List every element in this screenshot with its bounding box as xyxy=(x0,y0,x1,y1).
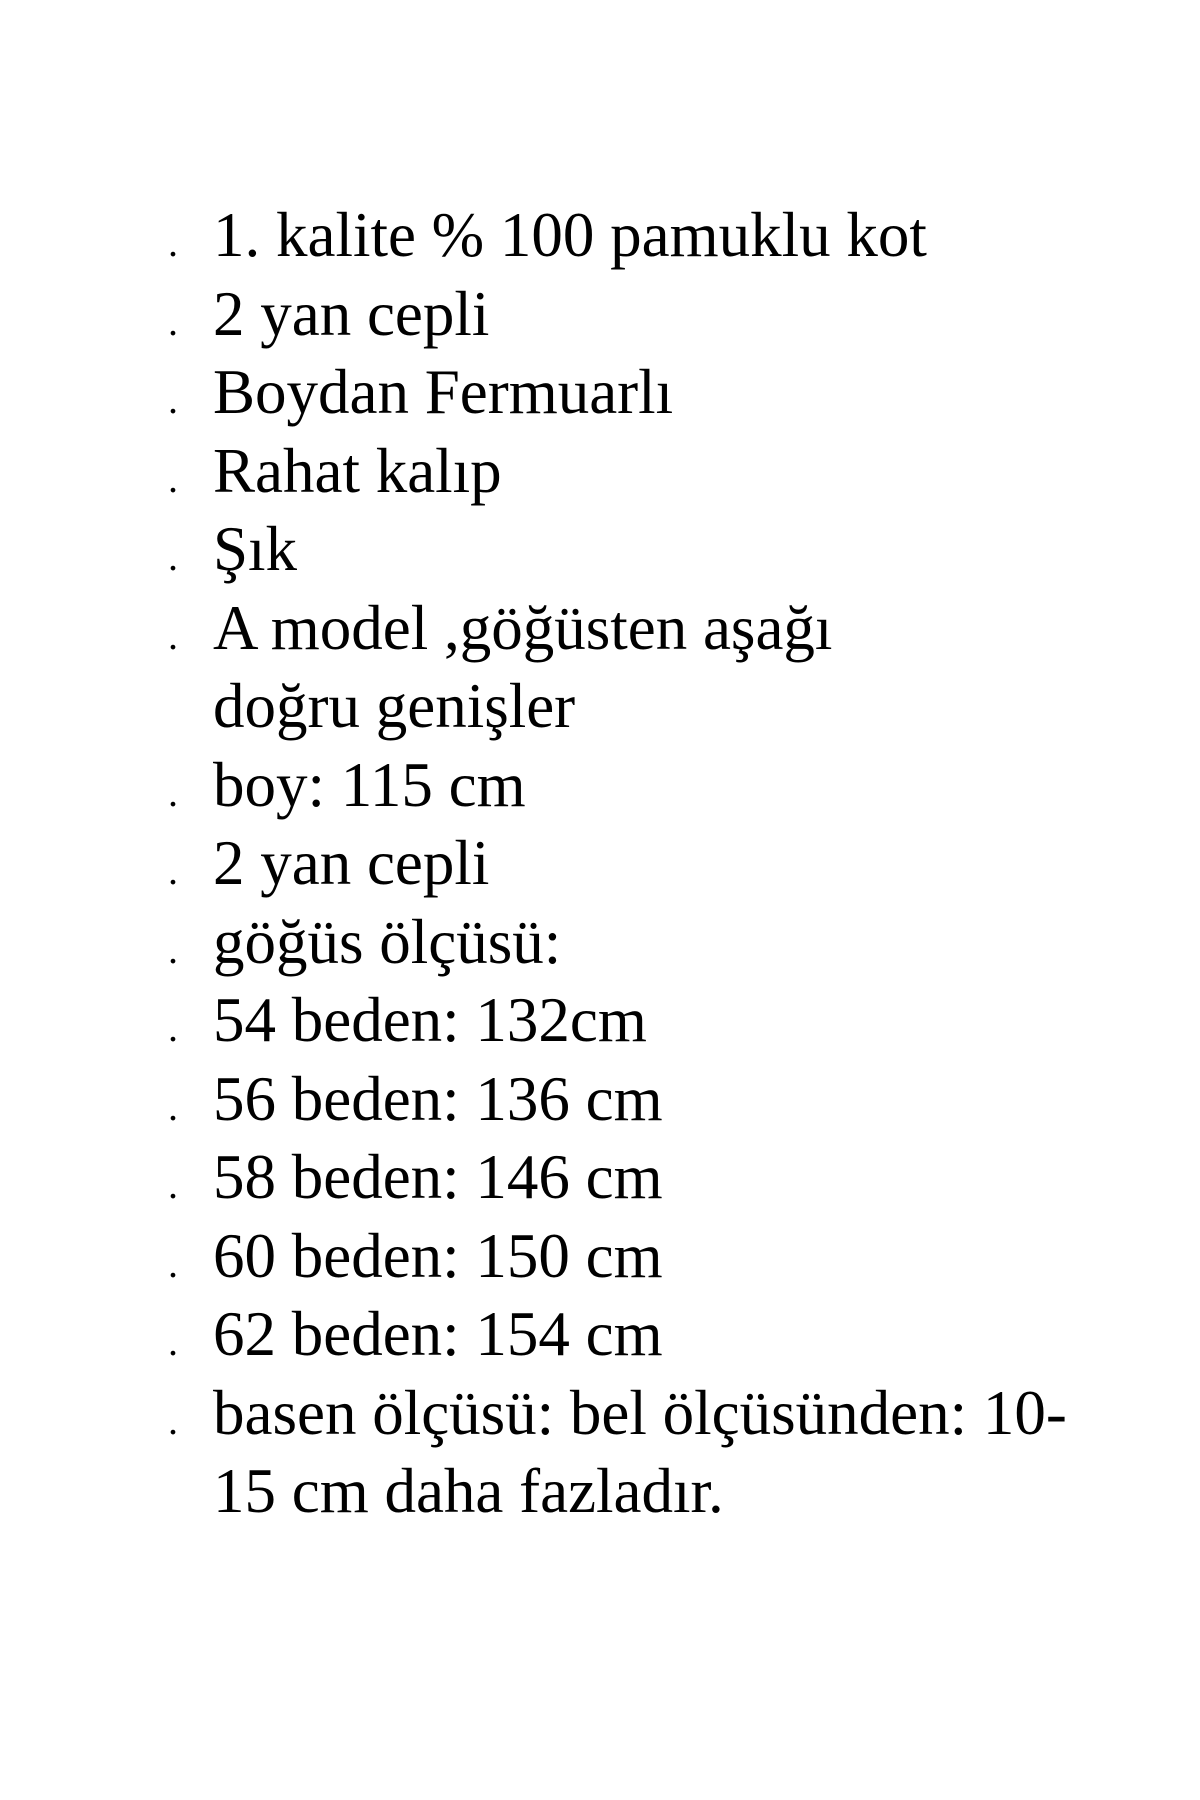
feature-list xyxy=(168,196,1068,1531)
list-item xyxy=(168,981,1068,1060)
list-item xyxy=(168,746,1068,825)
list-item-text: göğüs ölçüsü: xyxy=(213,906,562,977)
list-item-text: boy: 115 cm xyxy=(213,749,526,820)
list-item xyxy=(168,196,1068,275)
bullet-dot: . xyxy=(168,1162,178,1207)
list-item xyxy=(168,1060,1068,1139)
bullet-dot: . xyxy=(168,1005,178,1050)
list-item-text: Boydan Fermuarlı xyxy=(213,357,674,427)
list-item xyxy=(168,275,1068,354)
list-item-text: basen ölçüsü: bel ölçüsünden: 10-15 cm daha fazladır. xyxy=(213,1377,1067,1526)
list-item-text: 54 beden: 132cm xyxy=(213,985,647,1055)
bullet-dot: . xyxy=(168,534,178,579)
bullet-dot: . xyxy=(168,220,178,265)
list-item xyxy=(168,1295,1068,1374)
list-item xyxy=(168,1217,1068,1296)
list-item xyxy=(168,1374,1068,1531)
bullet-dot: . xyxy=(168,612,178,658)
bullet-dot: . xyxy=(168,377,178,422)
list-item-text: 60 beden: 150 cm xyxy=(213,1220,663,1291)
list-item-text: A model ,göğüsten aşağı doğru genişler xyxy=(213,592,833,741)
list-item-text: 62 beden: 154 cm xyxy=(213,1299,663,1369)
list-item xyxy=(168,510,1068,589)
bullet-dot: . xyxy=(168,1240,178,1286)
bullet-dot: . xyxy=(168,1397,178,1443)
list-item-text: 1. kalite % 100 pamuklu kot xyxy=(213,200,927,270)
bullet-dot: . xyxy=(168,1319,178,1364)
bullet-dot: . xyxy=(168,769,178,815)
bullet-dot: . xyxy=(168,926,178,972)
bullet-dot: . xyxy=(168,848,178,893)
list-item-text: Rahat kalıp xyxy=(213,435,502,506)
list-item xyxy=(168,903,1068,982)
bullet-dot: . xyxy=(168,298,178,344)
list-item xyxy=(168,824,1068,903)
list-item-text: Şık xyxy=(213,514,298,584)
list-item-text: 2 yan cepli xyxy=(213,828,490,898)
list-item xyxy=(168,589,1068,746)
bullet-dot: . xyxy=(168,1083,178,1129)
list-item xyxy=(168,1138,1068,1217)
list-item xyxy=(168,432,1068,511)
list-item xyxy=(168,353,1068,432)
list-item-text: 56 beden: 136 cm xyxy=(213,1063,663,1134)
bullet-dot: . xyxy=(168,455,178,501)
list-item-text: 58 beden: 146 cm xyxy=(213,1142,663,1212)
list-item-text: 2 yan cepli xyxy=(213,278,490,349)
